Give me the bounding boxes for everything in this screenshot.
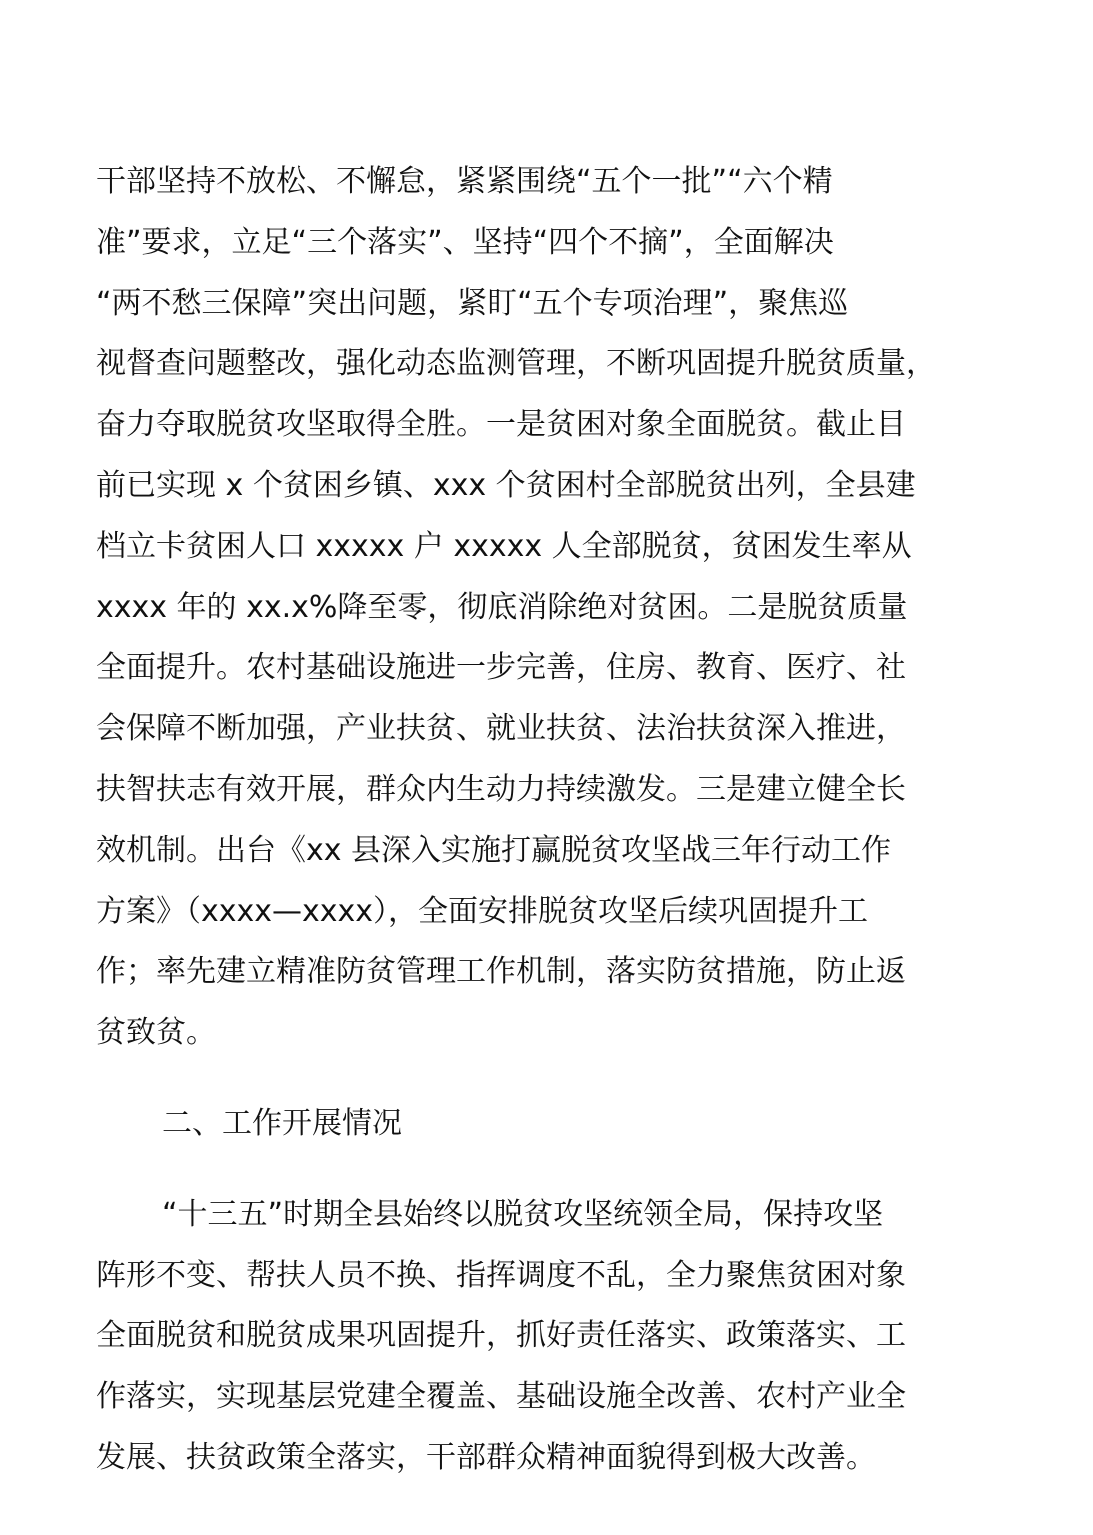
text-line: 发展、扶贫政策全落实，干部群众精神面貌得到极大改善。 (96, 1439, 876, 1475)
text-line: 贫致贫。 (96, 1015, 216, 1051)
text-line: “十三五”时期全县始终以脱贫攻坚统领全局，保持攻坚 (162, 1196, 884, 1232)
document-body (96, 152, 1031, 1489)
text-line: 奋力夺取脱贫攻坚取得全胜。一是贫困对象全面脱贫。截止目 (96, 407, 906, 443)
text-line: 视督查问题整改，强化动态监测管理，不断巩固提升脱贫质量， (96, 346, 936, 382)
paragraph-2 (96, 1185, 1031, 1489)
text-line: 准”要求，立足“三个落实”、坚持“四个不摘”，全面解决 (96, 224, 834, 260)
text-line: 作；率先建立精准防贫管理工作机制，落实防贫措施，防止返 (96, 954, 906, 990)
paragraph-spacing (96, 1155, 1031, 1185)
paragraph-1 (96, 152, 1031, 1064)
text-line: 全面脱贫和脱贫成果巩固提升，抓好责任落实、政策落实、工 (96, 1318, 906, 1354)
text-line: 全面提升。农村基础设施进一步完善，住房、教育、医疗、社 (96, 650, 906, 686)
section-heading: 二、工作开展情况 (162, 1105, 402, 1141)
text-line: 档立卡贫困人口 xxxxx 户 xxxxx 人全部脱贫，贫困发生率从 (96, 528, 912, 564)
text-line: 扶智扶志有效开展，群众内生动力持续激发。三是建立健全长 (96, 771, 906, 807)
text-line: 作落实，实现基层党建全覆盖、基础设施全改善、农村产业全 (96, 1379, 906, 1415)
text-line: 方案》（xxxx—xxxx），全面安排脱贫攻坚后续巩固提升工 (96, 893, 869, 929)
text-line: 会保障不断加强，产业扶贫、就业扶贫、法治扶贫深入推进， (96, 711, 906, 747)
paragraph-spacing (96, 1064, 1031, 1094)
text-line: “两不愁三保障”突出问题，紧盯“五个专项治理”，聚焦巡 (96, 285, 849, 321)
text-line: xxxx 年的 xx.x%降至零，彻底消除绝对贫困。二是脱贫质量 (96, 589, 908, 625)
text-line: 干部坚持不放松、不懈怠，紧紧围绕“五个一批”“六个精 (96, 164, 833, 199)
text-line: 效机制。出台《xx 县深入实施打赢脱贫攻坚战三年行动工作 (96, 832, 892, 868)
text-line: 前已实现 x 个贫困乡镇、xxx 个贫困村全部脱贫出列，全县建 (96, 467, 916, 503)
text-line: 阵形不变、帮扶人员不换、指挥调度不乱，全力聚焦贫困对象 (96, 1257, 906, 1293)
